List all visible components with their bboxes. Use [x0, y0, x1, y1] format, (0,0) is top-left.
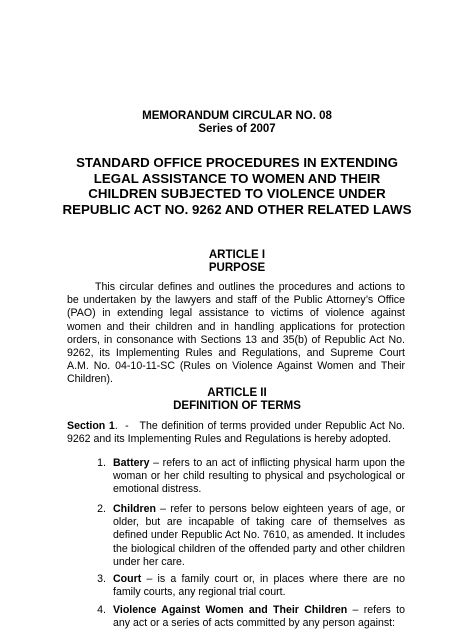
article-1-label: ARTICLE I [208, 249, 266, 261]
memo-header [0, 110, 474, 136]
article-2-label: ARTICLE II [207, 387, 267, 399]
item-term: Battery [113, 457, 150, 469]
article-2-title: DEFINITION OF TERMS [173, 400, 301, 412]
title-line-1: STANDARD OFFICE PROCEDURES IN EXTENDING [76, 155, 398, 170]
title-line-2: LEGAL ASSISTANCE TO WOMEN AND THEIR [93, 170, 381, 186]
series-year: Series of 2007 [198, 123, 276, 135]
title-line-3: CHILDREN SUBJECTED TO VIOLENCE UNDER [88, 186, 386, 201]
item-text: – is a family court or, in places where there are no family courts, any regional trial court. [113, 573, 405, 599]
section-1-separator: . - [114, 420, 140, 432]
item-text: – refer to persons below eighteen years of age, or older, but are incapable of taking care of themselves as defined under Republic Act No. 7610, as amended. It includes the biological children of the offended party and other children under her care. [113, 503, 405, 568]
item-number: 3. [97, 573, 106, 585]
item-number: 2. [97, 503, 106, 515]
purpose-paragraph: This circular defines and outlines the procedures and actions to be undertaken by the lawyers and staff of the Public Attorney’s Office (PAO) in extending legal assistance to victims of violence against women and their children and in handling applications for protection orders, in consonance with Sections 13 and 35(b) of Republic Act No. 9262, its Implementing Rules and Regulations, and Supreme Court A.M. No. 04-10-11-SC (Rules on Violence Against Women and Their Children). [67, 281, 405, 386]
section-1-label: Section 1 [67, 420, 115, 432]
circular-number: MEMORANDUM CIRCULAR NO. 08 [142, 110, 332, 122]
article-2-heading [0, 387, 474, 413]
document-title [50, 155, 424, 217]
article-1-heading [0, 249, 474, 275]
item-number: 1. [97, 457, 106, 469]
section-1 [67, 420, 405, 446]
item-term: Violence Against Women and Their Children [113, 604, 348, 616]
item-text: – refers to any act or a series of acts committed by any person against: [113, 604, 405, 630]
item-term: Court [113, 573, 142, 585]
section-1-text: The definition of terms provided under Republic Act No. 9262 and its Implementing Rules and Regulations is hereby adopted. [67, 420, 405, 446]
item-term: Children [113, 503, 156, 515]
article-1-title: PURPOSE [208, 262, 266, 274]
item-text: – refers to an act of inflicting physical harm upon the woman or her child resulting to physical and psychological or emotional distress. [113, 457, 405, 496]
title-line-4: REPUBLIC ACT NO. 9262 AND OTHER RELATED LAWS [62, 201, 412, 217]
item-number: 4. [97, 604, 106, 616]
